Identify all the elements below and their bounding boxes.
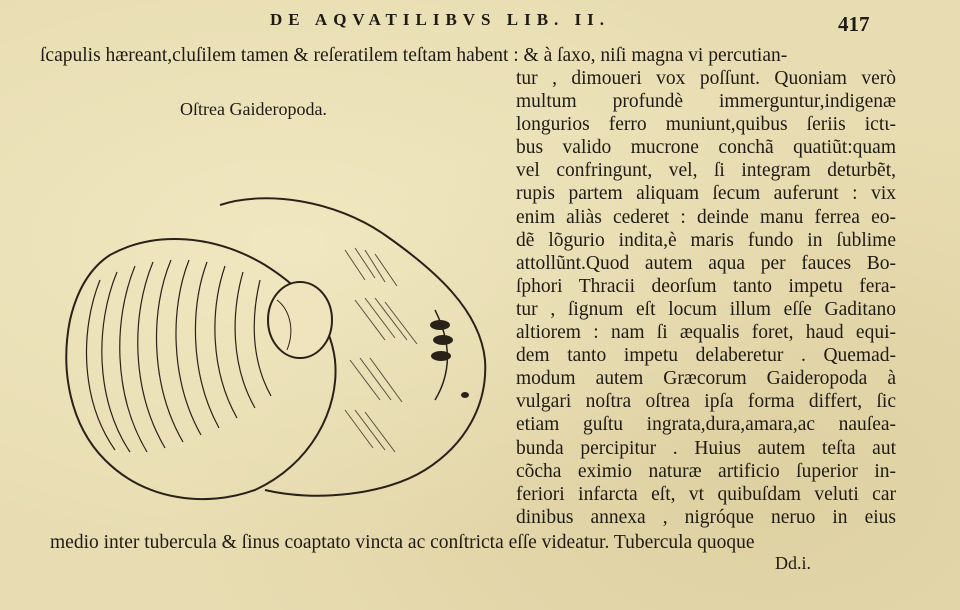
text-line: vel confringunt, vel, ſi integram deturbẽt, (516, 160, 896, 182)
shell-outline-back (220, 198, 485, 495)
running-title: DE AQVATILIBVS LIB. II. (270, 10, 611, 29)
text-line: multum profundè immerguntur,indigenæ (516, 91, 896, 113)
text-line-last: medio inter tubercula & ſinus coaptato vincta ac conſtricta eſſe videatur. Tubercula quoque (50, 532, 755, 553)
text-line: etiam guſtu ingrata,dura,amara,ac nauſea- (516, 414, 896, 436)
text-line: vulgari noſtra oſtrea ipſa forma differt, ſic (516, 391, 896, 413)
shell-umbo (268, 282, 332, 358)
text-column (516, 67, 896, 529)
shell-outline-front (66, 239, 335, 499)
text-line: dem tanto impetu delaberetur . Quemad- (516, 345, 896, 367)
text-line: dẽ lõgurio indita,è maris fundo in ſublime (516, 229, 896, 251)
text-line-first: ſcapulis hæreant,cluſilem tamen & reſeratilem teſtam habent : & à ſaxo, niſi magna vi percutian- (40, 45, 788, 66)
text-line: enim aliàs cederet : deinde manu ferrea eo- (516, 206, 896, 228)
text-line: longurios ferro muniunt,quibus ſeriis ictι- (516, 114, 896, 136)
text-line: tur , dimoueri vox poſſunt. Quoniam verò (516, 68, 896, 89)
text-line: rupis partem aliquam ſecum auferunt : vix (516, 183, 896, 205)
text-line: feriori infarcta eſt, vt quibuſdam veluti car (516, 483, 896, 505)
signature-mark: Dd.i. (775, 553, 811, 573)
text-line: bus valido mucrone conchã quatiũt:quam (516, 137, 896, 159)
text-line: altiorem : nam ſi æqualis foret, haud equi- (516, 322, 896, 344)
page-number: 417 (838, 12, 870, 36)
text-line: attollũnt.Quod autem aqua per fauces Bo- (516, 252, 896, 274)
text-line: ſphori Thracii deorſum tanto impetu fera- (516, 275, 896, 297)
shell-hatching (345, 248, 417, 452)
text-line: dinibus annexa , nigróque neruo in eius (516, 506, 896, 528)
oyster-shell-illustration (55, 190, 495, 520)
shell-tubercles (430, 320, 469, 398)
text-line: modum autem Græcorum Gaideropoda à (516, 368, 896, 390)
growth-lines (86, 260, 271, 452)
text-line: bunda percipitur . Huius autem teſta aut (516, 437, 896, 459)
text-line: tur , ſignum eſt locum illum eſſe Gaditano (516, 298, 896, 320)
figure-caption: Oſtrea Gaideropoda. (180, 99, 327, 119)
text-line: cõcha eximio naturæ artificio ſuperior in- (516, 460, 896, 482)
